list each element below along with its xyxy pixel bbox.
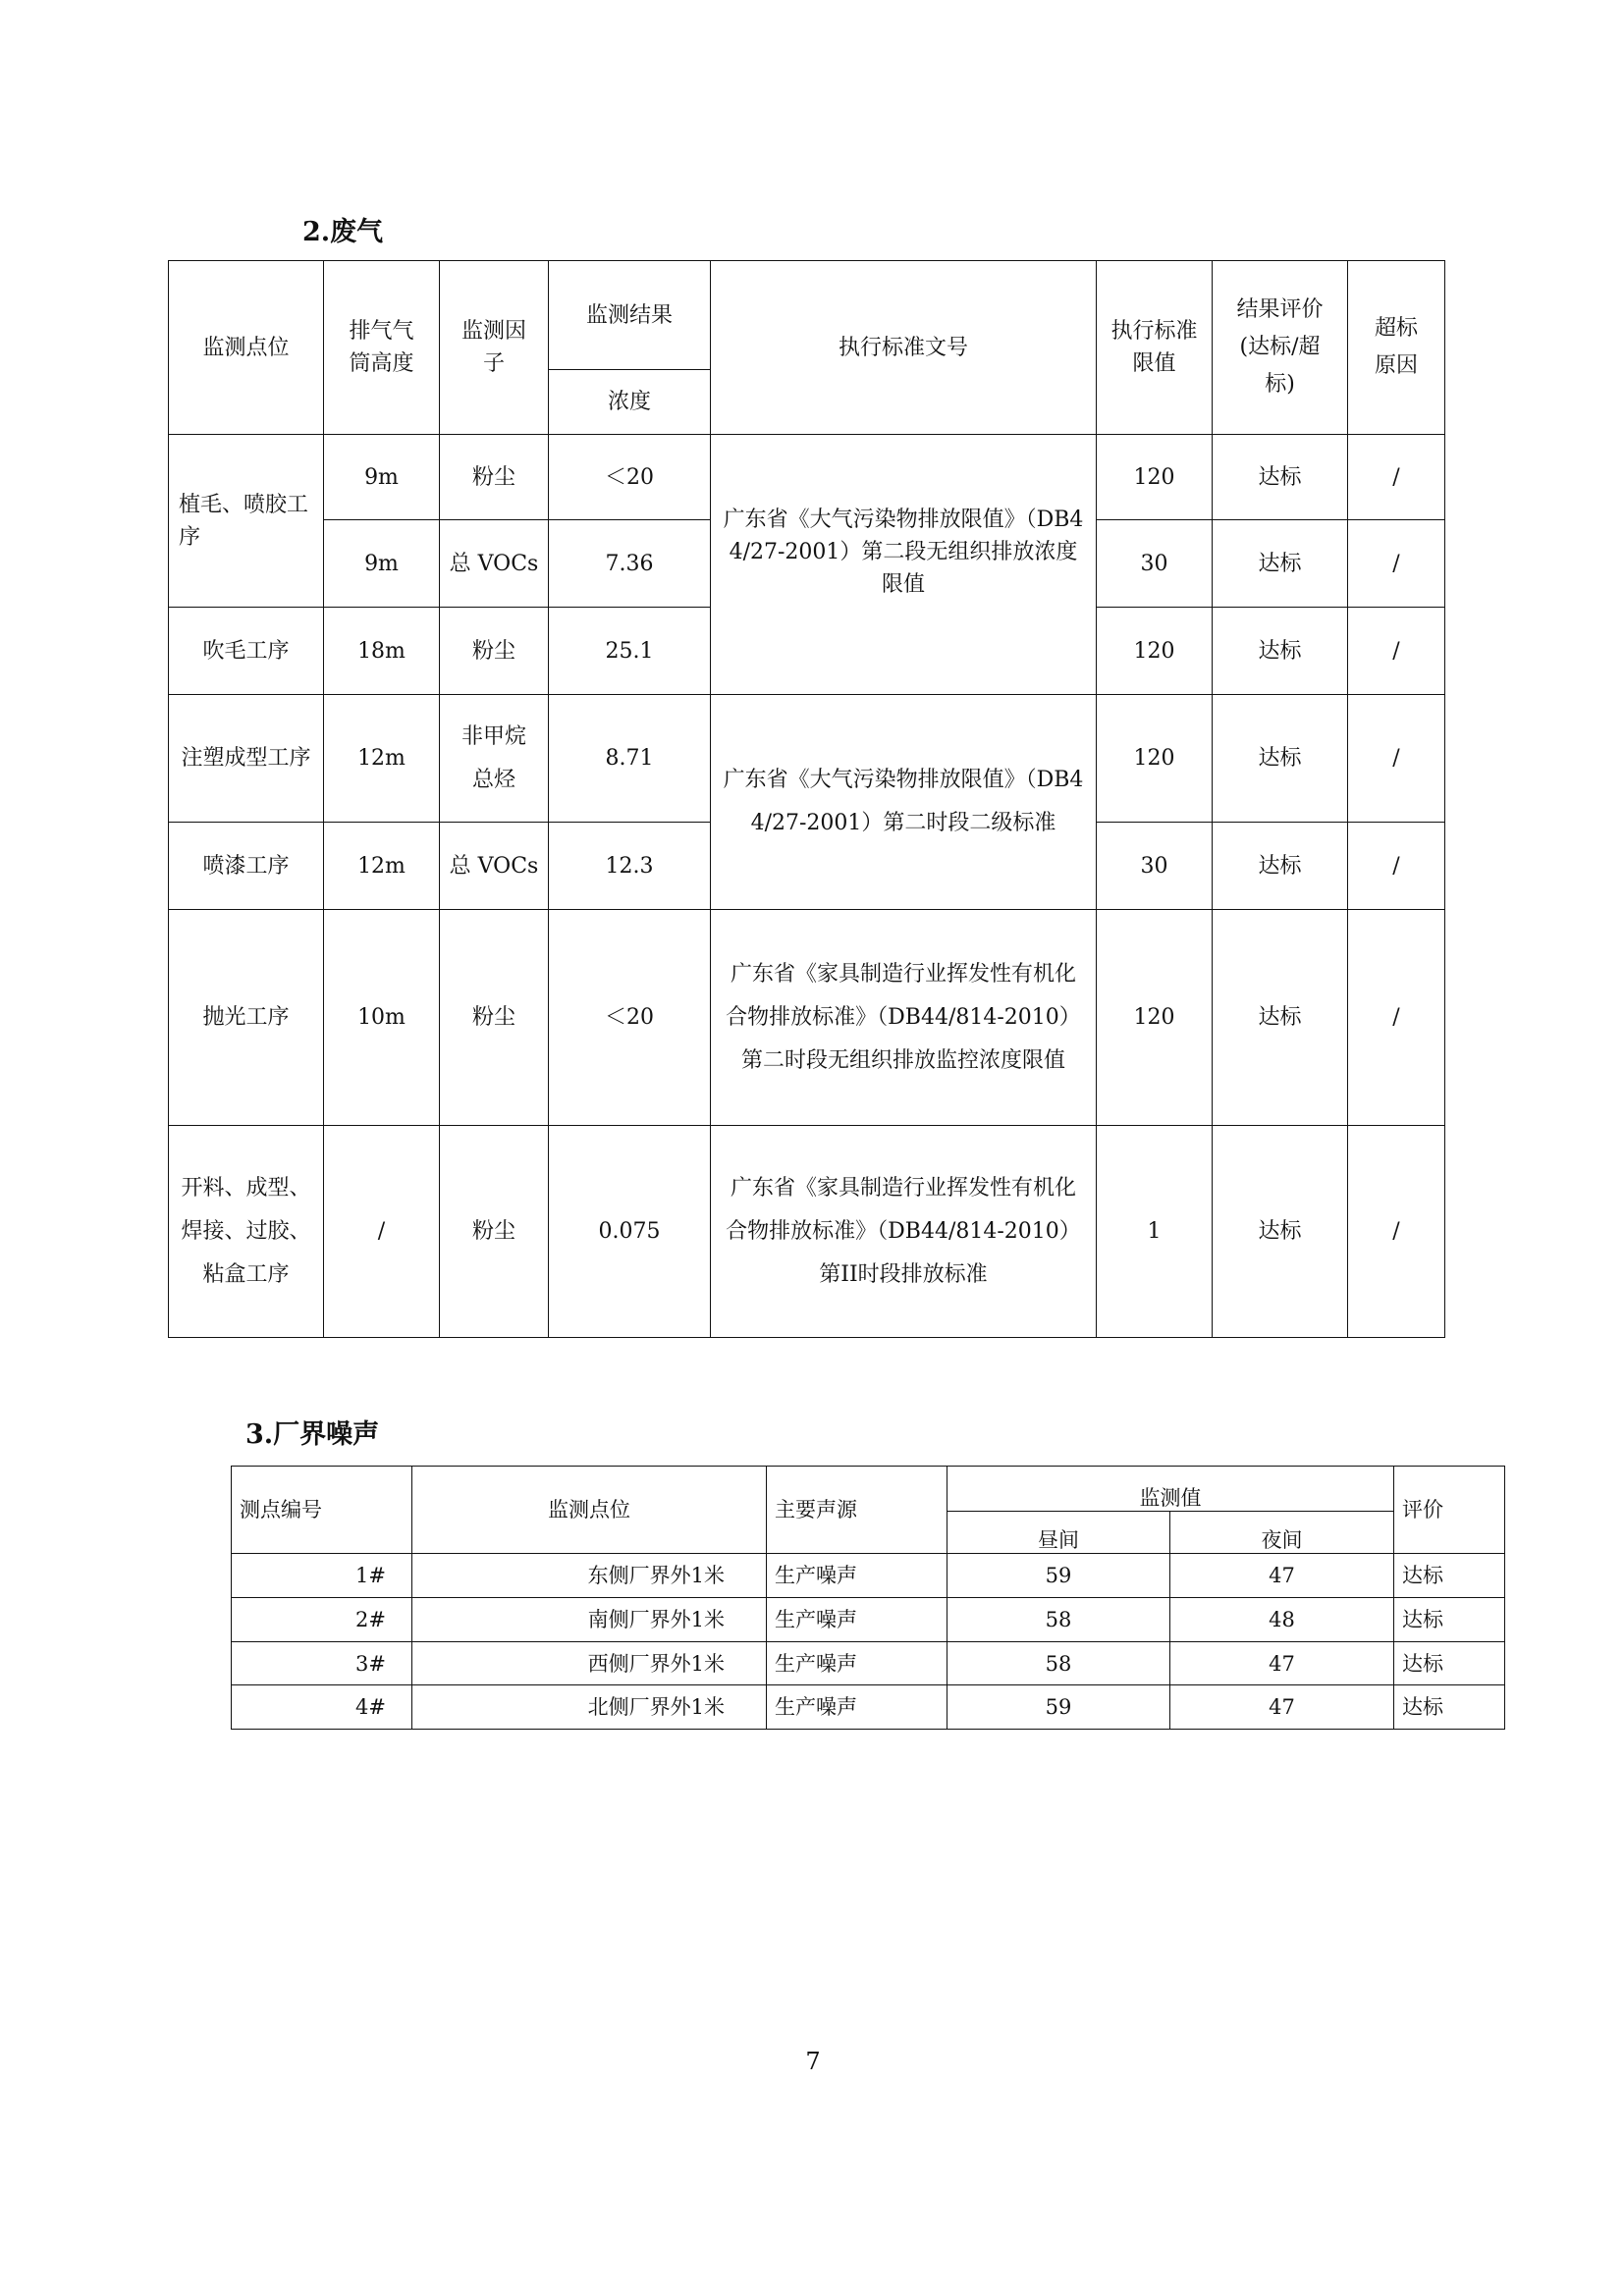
cell-factor: 粉尘 xyxy=(440,435,549,520)
cell-evaluation: 达标 xyxy=(1394,1642,1505,1685)
table-row xyxy=(169,435,1445,520)
header-value: 监测值 xyxy=(947,1467,1394,1512)
table-row xyxy=(232,1642,1505,1685)
cell-standard: 广东省《大气污染物排放限值》（DB44/27-2001）第二时段二级标准 xyxy=(711,695,1097,910)
cell-evaluation: 达标 xyxy=(1213,910,1348,1126)
cell-day: 59 xyxy=(947,1685,1170,1730)
cell-location: 注塑成型工序 xyxy=(169,695,324,823)
cell-height: 9m xyxy=(324,435,440,520)
cell-location: 吹毛工序 xyxy=(169,608,324,695)
cell-reason: / xyxy=(1348,520,1445,608)
cell-factor: 粉尘 xyxy=(440,608,549,695)
cell-height: 12m xyxy=(324,695,440,823)
header-location: 监测点位 xyxy=(412,1467,767,1554)
cell-value: ＜20 xyxy=(549,910,711,1126)
cell-limit: 120 xyxy=(1097,695,1213,823)
cell-night: 47 xyxy=(1170,1554,1394,1598)
cell-height: 9m xyxy=(324,520,440,608)
cell-evaluation: 达标 xyxy=(1213,608,1348,695)
cell-factor: 总 VOCs xyxy=(440,823,549,910)
cell-factor: 粉尘 xyxy=(440,910,549,1126)
cell-location: 开料、成型、焊接、过胶、粘盒工序 xyxy=(169,1126,324,1338)
header-result: 监测结果 xyxy=(549,261,711,370)
header-night: 夜间 xyxy=(1170,1512,1394,1554)
cell-source: 生产噪声 xyxy=(767,1554,947,1598)
cell-standard: 广东省《家具制造行业挥发性有机化合物排放标准》（DB44/814-2010）第二时段无组织排放监控浓度限值 xyxy=(711,910,1097,1126)
cell-day: 58 xyxy=(947,1642,1170,1685)
cell-limit: 1 xyxy=(1097,1126,1213,1338)
header-id: 测点编号 xyxy=(232,1467,412,1554)
header-evaluation: 结果评价(达标/超标) xyxy=(1213,261,1348,435)
noise-table xyxy=(231,1466,1505,1730)
cell-reason: / xyxy=(1348,435,1445,520)
cell-reason: / xyxy=(1348,823,1445,910)
cell-evaluation: 达标 xyxy=(1394,1685,1505,1730)
cell-limit: 120 xyxy=(1097,910,1213,1126)
table-row xyxy=(232,1554,1505,1598)
cell-source: 生产噪声 xyxy=(767,1685,947,1730)
header-concentration: 浓度 xyxy=(549,370,711,435)
cell-evaluation: 达标 xyxy=(1213,435,1348,520)
cell-limit: 30 xyxy=(1097,823,1213,910)
cell-id: 1# xyxy=(232,1554,412,1598)
cell-value: 8.71 xyxy=(549,695,711,823)
table-row xyxy=(169,695,1445,823)
header-location: 监测点位 xyxy=(169,261,324,435)
cell-value: 7.36 xyxy=(549,520,711,608)
header-height: 排气气筒高度 xyxy=(324,261,440,435)
cell-evaluation: 达标 xyxy=(1213,520,1348,608)
cell-location: 西侧厂界外1米 xyxy=(412,1642,767,1685)
cell-id: 2# xyxy=(232,1598,412,1642)
cell-location: 南侧厂界外1米 xyxy=(412,1598,767,1642)
header-limit: 执行标准限值 xyxy=(1097,261,1213,435)
cell-day: 58 xyxy=(947,1598,1170,1642)
header-standard: 执行标准文号 xyxy=(711,261,1097,435)
cell-value: ＜20 xyxy=(549,435,711,520)
cell-value: 0.075 xyxy=(549,1126,711,1338)
cell-value: 12.3 xyxy=(549,823,711,910)
cell-height: 12m xyxy=(324,823,440,910)
cell-factor: 总 VOCs xyxy=(440,520,549,608)
cell-evaluation: 达标 xyxy=(1213,1126,1348,1338)
cell-evaluation: 达标 xyxy=(1394,1554,1505,1598)
cell-night: 47 xyxy=(1170,1642,1394,1685)
cell-standard: 广东省《大气污染物排放限值》（DB44/27-2001）第二段无组织排放浓度限值 xyxy=(711,435,1097,695)
cell-location: 喷漆工序 xyxy=(169,823,324,910)
cell-limit: 120 xyxy=(1097,608,1213,695)
cell-location: 东侧厂界外1米 xyxy=(412,1554,767,1598)
cell-value: 25.1 xyxy=(549,608,711,695)
section-title-noise: 3.厂界噪声 xyxy=(245,1419,380,1450)
cell-id: 4# xyxy=(232,1685,412,1730)
cell-night: 47 xyxy=(1170,1685,1394,1730)
cell-day: 59 xyxy=(947,1554,1170,1598)
cell-night: 48 xyxy=(1170,1598,1394,1642)
cell-evaluation: 达标 xyxy=(1213,823,1348,910)
cell-location: 抛光工序 xyxy=(169,910,324,1126)
header-source: 主要声源 xyxy=(767,1467,947,1554)
cell-source: 生产噪声 xyxy=(767,1642,947,1685)
cell-evaluation: 达标 xyxy=(1394,1598,1505,1642)
cell-limit: 30 xyxy=(1097,520,1213,608)
cell-reason: / xyxy=(1348,1126,1445,1338)
header-evaluation: 评价 xyxy=(1394,1467,1505,1554)
header-factor: 监测因子 xyxy=(440,261,549,435)
table-row xyxy=(232,1598,1505,1642)
cell-reason: / xyxy=(1348,608,1445,695)
cell-id: 3# xyxy=(232,1642,412,1685)
page-number: 7 xyxy=(805,2048,821,2075)
cell-standard: 广东省《家具制造行业挥发性有机化合物排放标准》（DB44/814-2010）第II时段排放标准 xyxy=(711,1126,1097,1338)
section-title-waste-gas: 2.废气 xyxy=(302,217,384,247)
cell-reason: / xyxy=(1348,695,1445,823)
table-row xyxy=(169,1126,1445,1338)
cell-height: 18m xyxy=(324,608,440,695)
cell-factor: 粉尘 xyxy=(440,1126,549,1338)
waste-gas-table xyxy=(168,260,1445,1338)
table-row xyxy=(232,1685,1505,1730)
cell-height: / xyxy=(324,1126,440,1338)
cell-reason: / xyxy=(1348,910,1445,1126)
header-reason: 超标原因 xyxy=(1348,261,1445,435)
cell-location: 植毛、喷胶工序 xyxy=(169,435,324,608)
cell-factor: 非甲烷总烃 xyxy=(440,695,549,823)
cell-location: 北侧厂界外1米 xyxy=(412,1685,767,1730)
cell-limit: 120 xyxy=(1097,435,1213,520)
cell-evaluation: 达标 xyxy=(1213,695,1348,823)
header-day: 昼间 xyxy=(947,1512,1170,1554)
cell-height: 10m xyxy=(324,910,440,1126)
table-row xyxy=(169,910,1445,1126)
cell-source: 生产噪声 xyxy=(767,1598,947,1642)
